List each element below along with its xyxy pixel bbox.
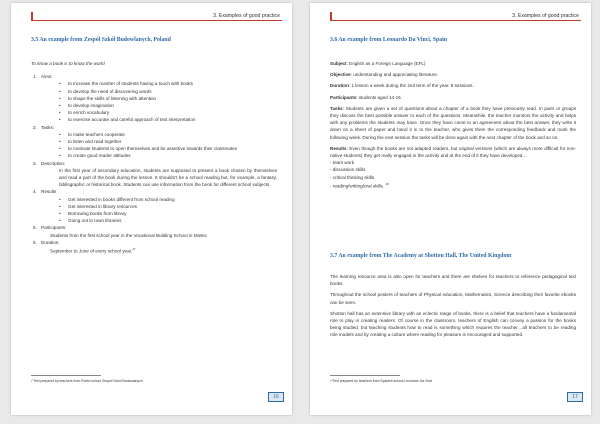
page-number: 17 [567,392,583,402]
bullet-item: • to develop the need of discovering words [59,88,277,95]
right-body-3-7 [330,273,576,343]
item-title: Duration: [41,239,60,245]
item-number: 3. [33,160,37,166]
bullet-item: • to create good reader attitudes [59,152,277,159]
section-heading-3-5: 3.5 An example from Zespół Szkół Budowlanych, Poland [31,37,171,43]
subject-line: Subject: English as a Foreign Language (EFL) [330,61,426,66]
list-item [31,73,277,123]
item-number: 1. [33,74,37,80]
bullet-item: • Going out to town libraries [59,217,277,224]
item-title: Participants: [41,225,67,231]
results-list-item: - reading/writing/oral skills. $^{18}$ [330,181,389,189]
bullet-item: • to listen and read together [59,138,277,145]
results-list [330,159,576,189]
item-number: 5. [33,225,37,231]
right-body-3-6 [330,60,576,190]
item-title: Description: [41,160,66,166]
objective-line: Objective: understanding and appreciating literature. [330,72,439,78]
bullet-item: • Borrowing books from library [59,210,277,217]
bullet-item: • to make teachers cooperate [59,131,277,138]
results-list-item: - discussion skills [330,167,366,173]
item-text-content: September to June of every school year. [50,248,133,254]
bullet-item: • Get interested in library resources [59,203,277,210]
list-item [31,224,277,238]
footnote: ¹⁷Text prepared by teachers from Polish school Zespół Szkół Budowlanych [31,379,143,383]
left-page: 3. Examples of good practice 3.5 An example from Zespół Szkół Budowlanych, Poland To know a book is to know the world 1. Aims: • to increase the number of students having a touch with books • to develop the need of discovering words • to shape the skills of listening with attention • to develop imagination • to enrich vocabulary • to exercise accurate and careful approach of text interpretation 2. Tasks: • to make teachers cooperate • to listen and read together • to motivate students to open themselves and be assertive towards their classmates • to create good reader attitudes 3. Description: In the first year of secondary education, students are supposed to present a book chosen by themselves and read a part of the book during the lesson. It shouldn’t be a school reading but, for example, a fantasy, bibliographic or historical book. Students can use information from the book for different school subjects. 4. Results • Get interested in books different from school reading • Get interested in library resources • Borrowing books from library • Going out to town libraries 5. Participants: Students from the first school year in the Vocational Building School in Mielec 6. Duration: September to June of every school year.$^{17}$ . ¹⁷Text prepared by teachers from Polish school Zespół Szkół Budowlanych 16 [11,3,292,415]
bullet-item: • to enrich vocabulary [59,109,277,116]
right-page: 3. Examples of good practice 3.6 An example from Leonardo Da Vinci, Spain Subject: English as a Foreign Language (EFL) Objective: understanding and appreciating literature. Duration: 1 lesson a week during the 2nd term of the year. 8 sessions. Participants: students aged 14-16. Tasks: Students are given a set of questions about a chapter of a book they have previously read. In pairs or groups they discuss the best possible answer to each of the questions. Meanwhile, the teacher monitors the activity and helps with any problems the students may have. Once they have come to an agreement about the best answer, they write it down on a sheet of paper and hand it in to the teacher, who gives them the corresponding feedback and mark the following week. During the next session the tasks will be done again with the next chapter of the book and so on. Results: Even though the books are not adapted readers, but original versions (which are always more difficult for non-native students) they get really engaged in the activity and at the end of it they have developed… - team work - discussion skills - critical thinking skills - reading/writing/oral skills. $^{18}$ 3.7 An example from The Academy at Shotton Hall, The United Kingdom The learning resource area is also open for teachers and there are shelves for teachers to reference pedagogical text books. Throughout the school posters of teachers of Physical education, Mathematics, Science describing their favorite ebooks can be seen. Shotton hall has an extensive library with an eclectic range of books, there is a belief that teachers have a fundamental role to play in creating readers. Of course in the classroom, teachers of English can convey a passion for the books being studied, but teaching students how to read is something which requires the teacher…all teachers to be reading role models and by creating a culture where reading for pleasure is encouraged and supported. . ¹⁸Text prepared by teachers from Spanish school Leonardo Da Vinci 17 [310,3,591,415]
bullet-item: • to exercise accurate and careful approach of text interpretation [59,116,277,123]
list-item [31,160,277,189]
results-list-item: - critical thinking skills [330,174,375,180]
item-text [41,167,277,189]
bullet-list [41,80,277,123]
intro-line: To know a book is to know the world [31,61,105,66]
paragraph-3: Shotton hall has an extensive library with an eclectic range of books, there is a belief that teachers have a fundamental role to play in creating readers. Of course in the classroom, teachers of English can convey a passion for the books being studied, but teaching students how to read is something which requires the teacher…all teachers to be reading role models and by creating a culture where reading for pleasure is encouraged and supported. [330,310,576,338]
duration-line: Duration: 1 lesson a week during the 2nd term of the year. 8 sessions. [330,83,474,89]
bullet-item: • Get interested in books different from school reading [59,196,277,203]
header-label: 3. Examples of good practice [213,13,280,19]
item-number: 2. [33,124,37,130]
item-text [41,246,277,255]
tasks-paragraph: Tasks: Students are given a set of questions about a chapter of a book they have previously read. In pairs or groups they discuss the best possible answer to each of the questions. Meanwhile, the teacher monitors the activity and helps with any problems the students may have. Once they have come to an agreement about the best answer, they write it down on a sheet of paper and hand it in to the teacher, who gives them the corresponding feedback and mark the following week. During the next session the tasks will be done again with the next chapter of the book and so on. [330,105,576,140]
item-title: Aims: [41,74,53,80]
page-header [330,12,581,21]
bullet-item: • to shape the skills of listening with attention [59,95,277,102]
list-item [31,124,277,160]
item-text [41,232,277,239]
footnote-rule [330,375,400,376]
results-paragraph: Results: Even though the books are not adapted readers, but original versions (which are always more difficult for non-native students) they get really engaged in the activity and at the end of it they have developed… [330,145,576,159]
item-number: 6. [33,239,37,245]
bullet-item: • to increase the number of students having a touch with books [59,80,277,87]
paragraph-1: The learning resource area is also open for teachers and there are shelves for teachers to reference pedagogical text books. [330,274,576,287]
item-title: Tasks: [41,124,55,130]
header-label: 3. Examples of good practice [512,13,579,19]
section-heading-3-7: 3.7 An example from The Academy at Shotton Hall, The United Kingdom [330,253,512,259]
section-heading-3-6: 3.6 An example from Leonardo Da Vinci, Spain [330,37,447,43]
footnote-marker: 18 [385,181,389,186]
bullet-list [41,131,277,160]
footnote-rule [31,375,101,376]
aims-list [31,73,277,255]
footnote: ¹⁸Text prepared by teachers from Spanish school Leonardo Da Vinci [330,379,433,383]
participants-line: Participants: students aged 14-16. [330,94,403,100]
item-text-content: In the first year of secondary education, students are supposed to present a book chosen by themselves and read a part of the book during the lesson. It shouldn’t be a school reading but, for example, a fantasy, bibliographic or historical book. Students can use information from the book for different school subjects. [59,167,277,188]
bullet-item: • to motivate students to open themselves and be assertive towards their classmates [59,145,277,152]
item-text-content: Students from the first school year in the Vocational Building School in Mielec [50,232,208,238]
paragraph-2: Throughout the school posters of teachers of Physical education, Mathematics, Science describing their favorite ebooks can be seen. [330,292,576,305]
left-body [31,60,277,255]
list-item [31,188,277,224]
page-header [31,12,282,21]
bullet-item: • to develop imagination [59,102,277,109]
item-title: Results [41,189,57,195]
footnote-marker: 17 [132,247,136,252]
item-number: 4. [33,189,37,195]
list-item [31,239,277,255]
bullet-list [41,196,277,225]
page-number: 16 [268,392,284,402]
results-list-item: - team work [330,160,354,166]
